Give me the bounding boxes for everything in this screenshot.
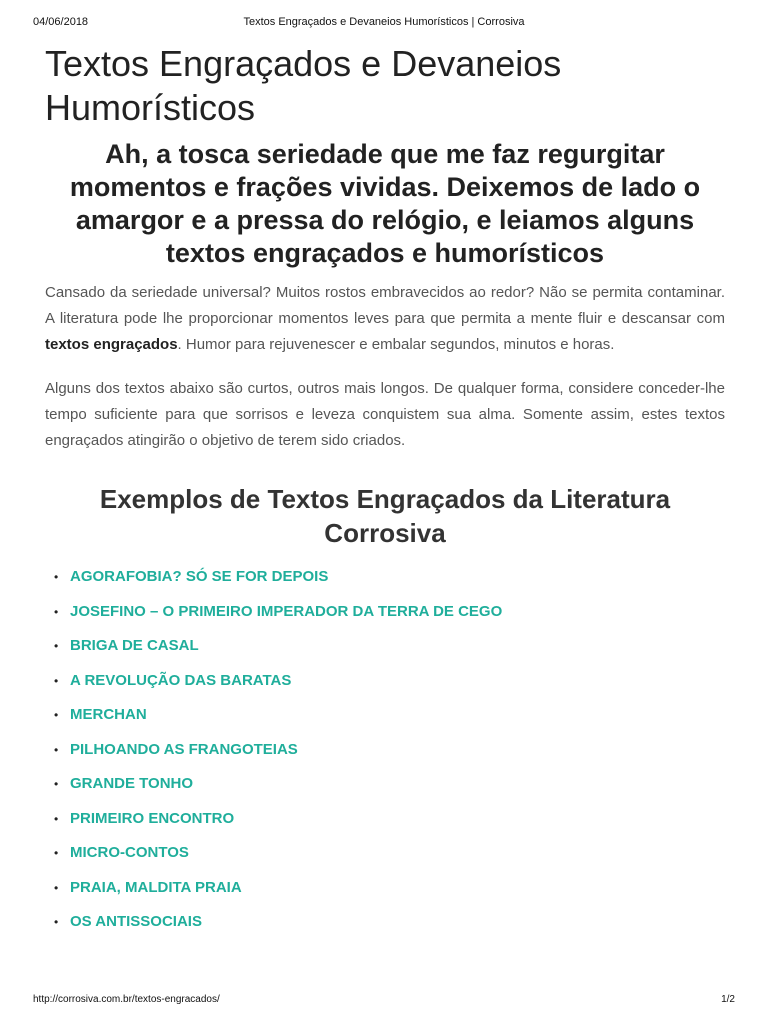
story-link-agorafobia[interactable]: AGORAFOBIA? SÓ SE FOR DEPOIS xyxy=(70,568,329,585)
print-header-spacer xyxy=(615,16,735,30)
intro-text-start: Cansado da seriedade universal? Muitos rostos embravecidos ao redor? Não se permita contaminar. A literatura pode lhe proporcionar momentos leves para que permita a mente fluir e descansar com xyxy=(45,284,725,327)
story-link-primeiro-encontro[interactable]: PRIMEIRO ENCONTRO xyxy=(70,809,235,827)
article-subtitle: Ah, a tosca seriedade que me faz regurgitar momentos e frações vividas. Deixemos de lado o amargor e a pressa do relógio, e leiamos alguns textos engraçados e humorísticos xyxy=(69,139,701,268)
story-link-praia-maldita[interactable]: PRAIA, MALDITA PRAIA xyxy=(70,878,242,896)
bullet-icon: • xyxy=(54,742,59,757)
list-item xyxy=(45,595,725,630)
list-item xyxy=(45,871,725,906)
story-link-antissociais[interactable]: OS ANTISSOCIAIS xyxy=(70,913,202,930)
print-date: 04/06/2018 xyxy=(33,16,89,28)
story-link-micro-contos[interactable]: MICRO-CONTOS xyxy=(70,844,189,861)
intro-bold-phrase: textos engraçados xyxy=(45,336,178,353)
intro-text-end: . Humor para rejuvenescer e embalar segundos, minutos e horas. xyxy=(177,336,615,353)
bullet-icon: • xyxy=(54,915,59,929)
bullet-icon: • xyxy=(54,708,59,722)
list-item xyxy=(45,836,725,871)
article-title: Textos Engraçados e Devaneios Humorísticos xyxy=(45,43,562,128)
story-link-grande-tonho[interactable]: GRANDE TONHO xyxy=(70,775,194,792)
print-page-number: 1/2 xyxy=(721,994,735,1005)
second-paragraph: Alguns dos textos abaixo são curtos, outros mais longos. De qualquer forma, considere conceder-lhe tempo suficiente para que sorrisos e leveza conquistem sua alma. Somente assim, estes textos engraçados atingirão o objetivo de terem sido criados. xyxy=(45,380,725,449)
list-item xyxy=(45,905,725,940)
story-link-pilhoando[interactable]: PILHOANDO AS FRANGOTEIAS xyxy=(70,740,298,758)
print-footer xyxy=(33,994,735,1008)
list-item xyxy=(45,664,725,699)
story-link-list xyxy=(45,560,725,940)
list-item xyxy=(45,733,725,768)
bullet-icon: • xyxy=(54,604,59,619)
bullet-icon: • xyxy=(54,811,59,826)
list-item xyxy=(45,698,725,733)
list-item xyxy=(45,802,725,837)
bullet-icon: • xyxy=(54,673,59,688)
print-header xyxy=(33,16,735,30)
print-page-title: Textos Engraçados e Devaneios Humorísticos | Corrosiva xyxy=(243,16,525,28)
bullet-icon: • xyxy=(54,570,59,584)
story-link-josefino[interactable]: JOSEFINO – O PRIMEIRO IMPERADOR DA TERRA DE CEGO xyxy=(70,602,503,620)
bullet-icon: • xyxy=(54,639,59,653)
story-link-briga-de-casal[interactable]: BRIGA DE CASAL xyxy=(70,637,199,654)
article-content xyxy=(45,42,725,940)
list-item xyxy=(45,560,725,595)
bullet-icon: • xyxy=(54,880,59,895)
list-item xyxy=(45,767,725,802)
bullet-icon: • xyxy=(54,777,59,791)
intro-paragraph xyxy=(45,280,725,358)
bullet-icon: • xyxy=(54,846,59,860)
story-link-merchan[interactable]: MERCHAN xyxy=(70,706,147,723)
list-item xyxy=(45,629,725,664)
story-link-revolucao-baratas[interactable]: A REVOLUÇÃO DAS BARATAS xyxy=(70,671,292,689)
section-heading: Exemplos de Textos Engraçados da Literatura Corrosiva xyxy=(99,484,671,548)
print-url: http://corrosiva.com.br/textos-engracados/ xyxy=(33,994,220,1005)
